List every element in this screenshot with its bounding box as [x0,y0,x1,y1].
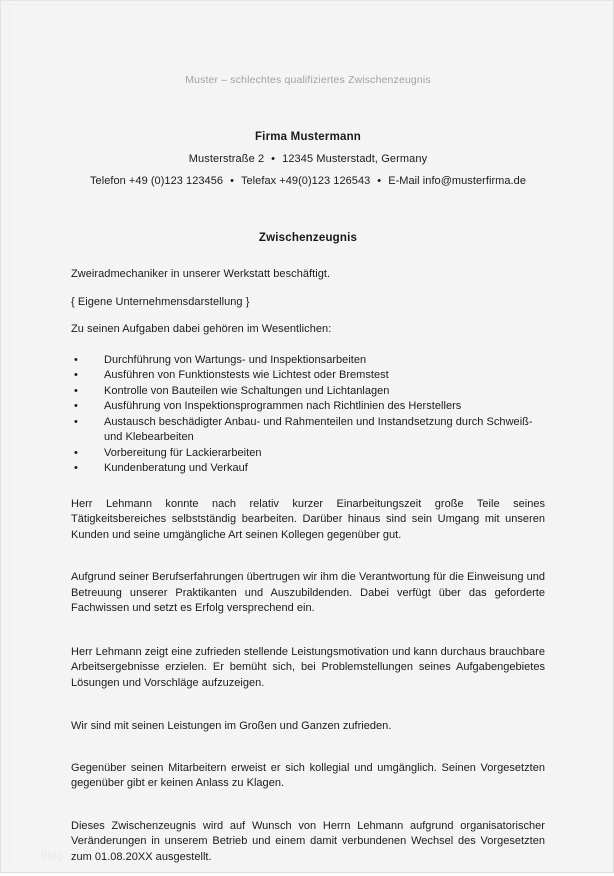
intro-line-3: Zu seinen Aufgaben dabei gehören im Wesentlichen: [71,323,332,335]
list-item-label: Kundenberatung und Verkauf [104,462,248,474]
list-item [71,384,545,400]
page-watermark: blog [41,850,64,862]
body-paragraph-6: Dieses Zwischenzeugnis wird auf Wunsch von Herrn Lehmann aufgrund organisatorischer Veränderungen in unserem Betrieb und einem damit verbundenen Wechsel des Vorgesetzten zum 01.08.20XX ausgestellt. [71,819,545,863]
contact-separator-icon-2: • [377,175,382,187]
list-item-label: Vorbereitung für Lackierarbeiten [104,446,262,459]
body-paragraph-2: Aufgrund seiner Berufserfahrungen übertrugen wir ihm die Verantwortung für die Einweisung und Betreuung unserer Praktikanten und Auszubildenden. Dabei verfügt über das geforderte Fachwissen und setzt es Erfolg versprechend ein. [71,571,545,614]
list-item [71,353,545,369]
body-paragraph-5: Gegenüber seinen Mitarbeitern erweist er sich kollegial und umgänglich. Seinen Vorgesetzten gegenüber gibt er keinen Anlass zu Klagen. [71,761,545,789]
bullet-icon: • [74,400,78,412]
body-paragraph-4: Wir sind mit seinen Leistungen im Großen und Ganzen zufrieden. [71,720,392,732]
list-item-label: Kontrolle von Bauteilen wie Schaltungen und Lichtanlagen [104,384,390,397]
bullet-icon: • [74,415,78,428]
bullet-icon: • [74,384,78,397]
intro-line-1: Zweiradmechaniker in unserer Werkstatt beschäftigt. [71,268,331,280]
task-list [71,353,545,477]
list-item [71,368,545,384]
list-item [71,446,545,462]
list-item-label: Ausführung von Inspektionsprogrammen nach Richtlinien des Herstellers [104,400,462,412]
body-paragraph-3: Herr Lehmann zeigt eine zufrieden stellende Leistungsmotivation und kann durchaus brauchbare Arbeitsergebnisse erzielen. Er bemüht sich, bei Problemstellungen seines Aufgabengebietes Lösungen und Vorschläge aufzuzeigen. [71,645,545,689]
company-city: 12345 Musterstadt, Germany [282,153,428,165]
company-phone: Telefon +49 (0)123 123456 [90,175,224,187]
list-item [71,415,545,446]
list-item [71,399,545,415]
bullet-icon: • [74,446,78,459]
document-title: Zwischenzeugnis [258,232,358,244]
list-item [71,461,545,477]
document-body [71,267,545,876]
company-name: Firma Mustermann [254,131,362,143]
list-item-label: Durchführung von Wartungs- und Inspektionsarbeiten [104,353,367,366]
document-header-note: Muster – schlechtes qualifiziertes Zwischenzeugnis [185,74,431,86]
list-item-label: Ausführen von Funktionstests wie Lichtest oder Bremstest [104,369,389,381]
bullet-icon: • [74,369,78,381]
company-email: E-Mail info@musterfirma.de [388,175,526,187]
address-separator-icon: • [271,153,276,165]
letterhead-block [1,131,614,187]
company-address-line [1,153,614,165]
list-item-label: Austausch beschädigter Anbau- und Rahmenteilen und Instandsetzung durch Schweiß- und Klebearbeiten [104,415,533,443]
contact-separator-icon-1: • [230,175,234,187]
bullet-icon: • [74,462,78,474]
bullet-icon: • [74,353,78,366]
company-contact-line [1,175,614,187]
body-paragraph-1: Herr Lehmann konnte nach relativ kurzer Einarbeitungszeit große Teile seines Tätigkeitsbereiches selbstständig bearbeiten. Darüber hinaus sind sein Umgang mit unseren Kunden und seine umgängliche Art seinen Kollegen gegenüber gut. [71,497,545,541]
company-fax: Telefax +49(0)123 126543 [240,175,371,187]
intro-line-2: { Eigene Unternehmensdarstellung } [71,295,250,308]
company-street: Musterstraße 2 [188,153,265,165]
